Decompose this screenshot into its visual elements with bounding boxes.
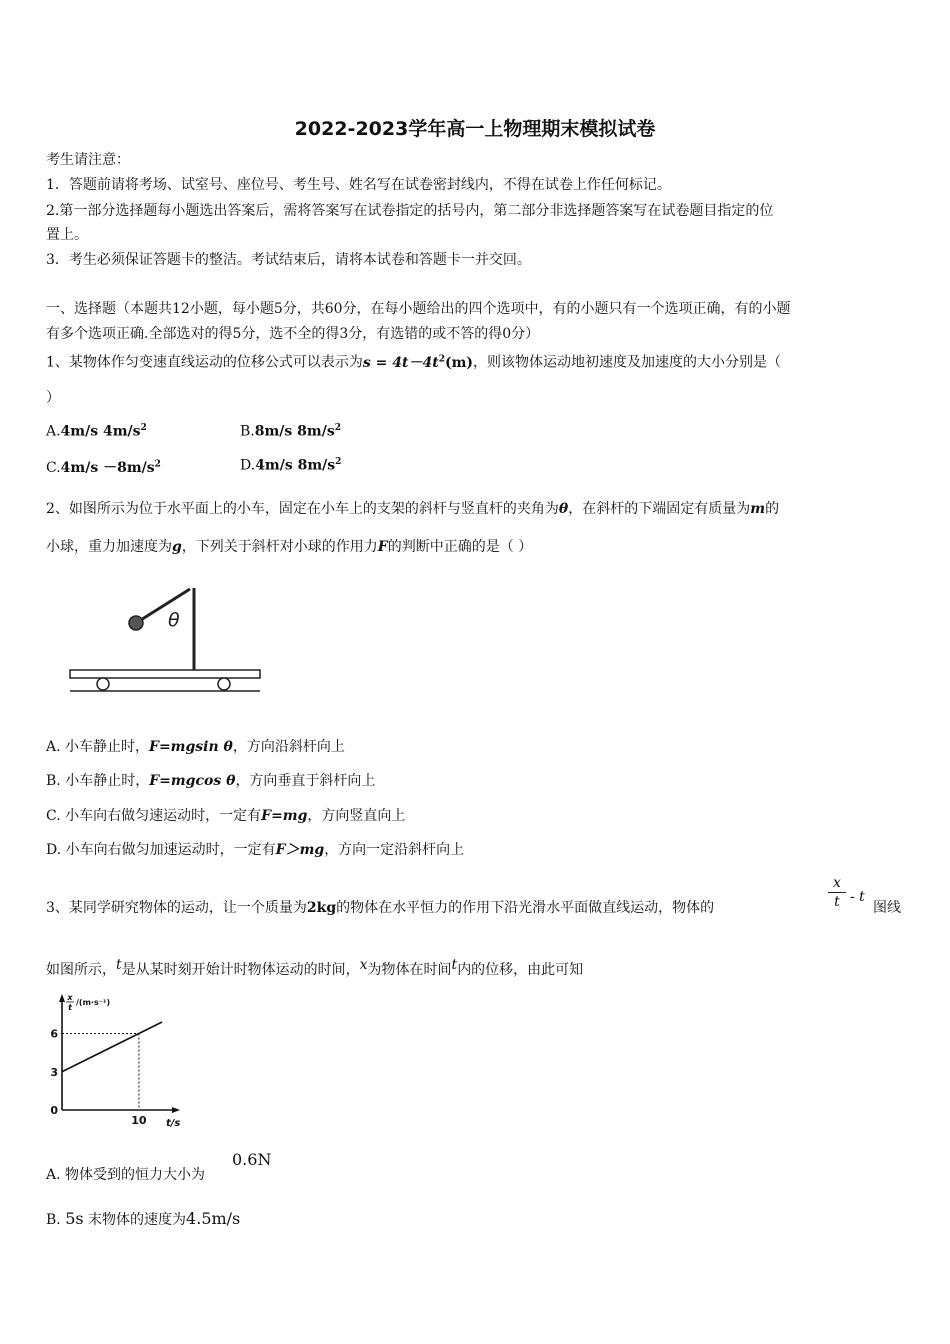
q2-option-d[interactable]: D. 小车向右做匀加速运动时，一定有F＞mg，方向一定沿斜杆向上 <box>46 842 465 858</box>
q1-formula: $s = 4t-4t^2(m)$ <box>362 354 474 371</box>
question-2-line-2: 小球，重力加速度为g，下列关于斜杆对小球的作用力F的判断中正确的是（ ） <box>46 539 533 555</box>
y-tick-label-6: 6 <box>50 1027 58 1041</box>
chart-guides <box>62 1034 139 1111</box>
x-axis-label: t/s <box>166 1118 181 1129</box>
q2-option-a[interactable]: A. 小车静止时，F=mgsin θ，方向沿斜杆向上 <box>46 739 345 755</box>
cart-figure <box>66 580 266 700</box>
chart-axes <box>59 994 180 1113</box>
notice-header: 考生请注意： <box>46 152 130 168</box>
chart-labels <box>50 993 180 1129</box>
section-line-2: 有多个选项正确.全部选对的得5分，选不全的得3分，有选错的或不答的得0分） <box>46 326 540 342</box>
slant-rod <box>136 589 190 623</box>
series-line-0 <box>62 1022 162 1072</box>
q1-close-paren: ） <box>46 390 60 406</box>
section-line-1: 一、选择题（本题共12小题，每小题5分，共60分，在每小题给出的四个选项中，有的小题只有一个选项正确，有的小题 <box>46 301 791 317</box>
q1-text-b: ，则该物体运动地初速度及加速度的大小分别是（ <box>473 354 782 371</box>
q3-fraction: $\frac{x}{t}$ <box>828 874 846 911</box>
question-2-line-1: 2、如图所示为位于水平面上的小车，固定在小车上的支架的斜杆与竖直杆的夹角为θ，在斜杆的下端固定有质量为m的 <box>46 501 780 517</box>
y-axis-arrow <box>59 994 65 1002</box>
notice-item-2: 2.第一部分选择题每小题选出答案后，需将答案写在试卷指定的括号内，第二部分非选择题答案写在试卷题目指定的位 <box>46 203 774 219</box>
question-3-line-1: 3、某同学研究物体的运动，让一个质量为2kg的物体在水平恒力的作用下沿光滑水平面做直线运动，物体的 <box>46 900 715 916</box>
q3-option-a[interactable]: A. 物体受到的恒力大小为 <box>46 1167 206 1183</box>
q3-fraction-tail: - t <box>850 889 865 905</box>
x-axis-arrow <box>172 1107 180 1113</box>
notice-item-3: 3．考生必须保证答题卡的整洁。考试结束后，请将本试卷和答题卡一并交回。 <box>46 252 531 268</box>
q1-option-d[interactable]: D.4m/s $8m/s^2$ <box>240 457 342 474</box>
q2-option-b[interactable]: B. 小车静止时，F=mgcos θ，方向垂直于斜杆向上 <box>46 773 376 789</box>
cart-body <box>70 670 260 678</box>
cart-wheel-right <box>218 678 230 690</box>
theta-label: θ <box>168 609 180 631</box>
page-title: 2022-2023学年高一上物理期末模拟试卷 <box>294 118 656 140</box>
notice-item-1: 1．答题前请将考场、试室号、座位号、考生号、姓名写在试卷密封线内，不得在试卷上作任何标记。 <box>46 177 671 193</box>
y-tick-label-3: 3 <box>50 1065 58 1079</box>
q1-text-a: 1、某物体作匀变速直线运动的位移公式可以表示为 <box>46 354 363 371</box>
question-3-line-2: 如图所示，t是从某时刻开始计时物体运动的时间，x为物体在时间t内的位移，由此可知 <box>46 957 584 978</box>
y-tick-label-0: 0 <box>50 1104 58 1117</box>
q1-option-c[interactable]: $C.4m/s -8m/s^2$ <box>46 459 161 476</box>
ball <box>129 616 143 630</box>
cart-wheel-left <box>97 678 109 690</box>
y-axis-label-num: x <box>67 993 73 1002</box>
question-1 <box>46 349 781 373</box>
q3-option-b[interactable]: B. 5s 末物体的速度为4.5m/s <box>46 1209 241 1228</box>
q3-option-a-value: 0.6N <box>232 1150 272 1169</box>
y-axis-label-den: t <box>68 1003 72 1012</box>
notice-item-2-cont: 置上。 <box>46 227 88 243</box>
chart-series <box>62 1022 162 1072</box>
q3-line-1-end: 图线 <box>873 900 901 916</box>
y-axis-label-unit: /(m·s⁻¹) <box>76 998 111 1007</box>
xt-t-chart <box>40 990 181 1130</box>
x-tick-label-10: 10 <box>131 1114 147 1127</box>
q1-option-a[interactable]: A.4m/s $4m/s^2$ <box>46 423 147 440</box>
q2-option-c[interactable]: C. 小车向右做匀速运动时，一定有F=mg，方向竖直向上 <box>46 808 406 824</box>
q1-option-b[interactable]: B.8m/s $8m/s^2$ <box>240 423 341 440</box>
